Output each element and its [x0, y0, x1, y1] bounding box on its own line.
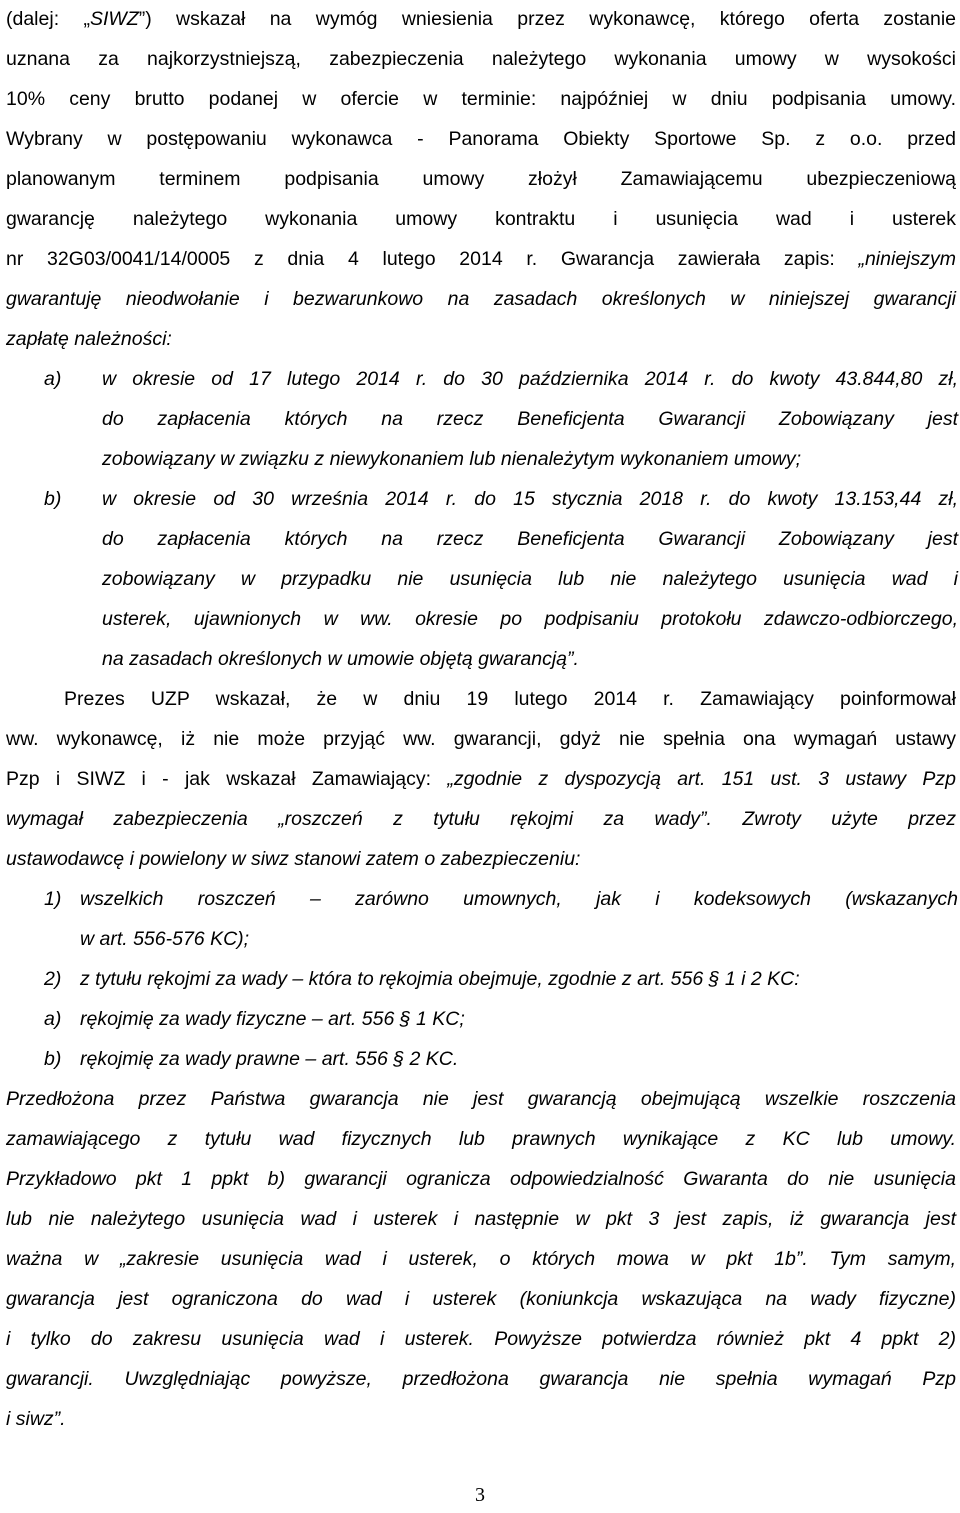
paragraph-2-line-2: ww. wykonawcę, iż nie może przyjąć ww. gwarancji, gdyż nie spełnia ona wymagań ustawy: [6, 728, 956, 750]
paragraph-3-line-4: lub nie należytego usunięcia wad i usterek i następnie w pkt 3 jest zapis, iż gwarancja jest: [6, 1208, 956, 1230]
list-item-a-line-2: do zapłacenia których na rzecz Beneficjenta Gwarancji Zobowiązany jest: [102, 408, 958, 430]
paragraph-3-line-6: gwarancja jest ograniczona do wad i usterek (koniunkcja wskazująca na wady fizyczne): [6, 1288, 956, 1310]
paragraph-3-line-9: i siwz”.: [6, 1408, 66, 1430]
text-line-7: nr 32G03/0041/14/0005 z dnia 4 lutego 2014 r. Gwarancja zawierała zapis: „niniejszym: [6, 248, 956, 270]
paragraph-2-line-4: wymagał zabezpieczenia „roszczeń z tytułu rękojmi za wady”. Zwroty użyte przez: [6, 808, 956, 830]
text-line-2: uznana za najkorzystniejszą, zabezpieczenia należytego wykonania umowy w wysokości: [6, 48, 956, 70]
numbered-item-2: [44, 959, 80, 999]
text-line-1: (dalej: „SIWZ”) wskazał na wymóg wniesienia przez wykonawcę, którego oferta zostanie: [6, 8, 956, 30]
paragraph-3-line-2: zamawiającego z tytułu wad fizycznych lub prawnych wynikające z KC lub umowy.: [6, 1128, 956, 1150]
list-marker: a): [44, 368, 62, 390]
numbered-item-1: [44, 879, 80, 919]
list-item-b-line-1: w okresie od 30 września 2014 r. do 15 stycznia 2018 r. do kwoty 13.153,44 zł,: [102, 488, 958, 510]
list-item-a: [44, 359, 80, 399]
paragraph-3-line-7: i tylko do zakresu usunięcia wad i usterek. Powyższe potwierdza również pkt 4 ppkt 2): [6, 1328, 956, 1350]
sub-item-a-text: rękojmię za wady fizyczne – art. 556 § 1 KC;: [80, 1008, 465, 1030]
list-marker: b): [44, 488, 62, 510]
paragraph-3-line-3: Przykładowo pkt 1 ppkt b) gwarancji ogranicza odpowiedzialność Gwaranta do nie usunięcia: [6, 1168, 956, 1190]
paragraph-3-line-5: ważna w „zakresie usunięcia wad i usterek, o których mowa w pkt 1b”. Tym samym,: [6, 1248, 956, 1270]
text-line-6: gwarancję należytego wykonania umowy kontraktu i usunięcia wad i usterek: [6, 208, 956, 230]
text-line-4: Wybrany w postępowaniu wykonawca - Panorama Obiekty Sportowe Sp. z o.o. przed: [6, 128, 956, 150]
quote-line-2: zapłatę należności:: [6, 328, 172, 350]
numbered-item-1-line-2: w art. 556-576 KC);: [80, 928, 250, 950]
list-item-b-line-5: na zasadach określonych w umowie objętą gwarancją”.: [102, 648, 579, 670]
quote-line-1: gwarantuję nieodwołanie i bezwarunkowo na zasadach określonych w niniejszej gwarancji: [6, 288, 956, 310]
list-item-b: [44, 479, 80, 519]
paragraph-2-line-5: ustawodawcę i powielony w siwz stanowi zatem o zabezpieczeniu:: [6, 848, 581, 870]
text-line-5: planowanym terminem podpisania umowy złożył Zamawiającemu ubezpieczeniową: [6, 168, 956, 190]
page-number: 3: [475, 1484, 485, 1506]
numbered-item-1-line-1: wszelkich roszczeń – zarówno umownych, jak i kodeksowych (wskazanych: [80, 888, 958, 910]
list-item-a-line-3: zobowiązany w związku z niewykonaniem lub nienależytym wykonaniem umowy;: [102, 448, 802, 470]
list-marker: 1): [44, 888, 62, 910]
list-item-b-line-2: do zapłacenia których na rzecz Beneficjenta Gwarancji Zobowiązany jest: [102, 528, 958, 550]
list-item-a-line-1: w okresie od 17 lutego 2014 r. do 30 października 2014 r. do kwoty 43.844,80 zł,: [102, 368, 958, 390]
text-line-3: 10% ceny brutto podanej w ofercie w terminie: najpóźniej w dniu podpisania umowy.: [6, 88, 956, 110]
numbered-item-2-line-1: z tytułu rękojmi za wady – która to rękojmia obejmuje, zgodnie z art. 556 § 1 i 2 KC:: [80, 968, 800, 990]
list-marker: 2): [44, 968, 62, 990]
list-marker: b): [44, 1048, 62, 1070]
list-item-b-line-3: zobowiązany w przypadku nie usunięcia lub nie należytego usunięcia wad i: [102, 568, 958, 590]
paragraph-3-line-1: Przedłożona przez Państwa gwarancja nie jest gwarancją obejmującą wszelkie roszczenia: [6, 1088, 956, 1110]
paragraph-2-line-1: Prezes UZP wskazał, że w dniu 19 lutego 2014 r. Zamawiający poinformował: [64, 688, 956, 710]
list-marker: a): [44, 1008, 62, 1030]
list-item-b-line-4: usterek, ujawnionych w ww. okresie po podpisaniu protokołu zdawczo-odbiorczego,: [102, 608, 958, 630]
sub-item-a: [44, 999, 80, 1039]
paragraph-3-line-8: gwarancji. Uwzględniając powyższe, przedłożona gwarancja nie spełnia wymagań Pzp: [6, 1368, 956, 1390]
paragraph-2-line-3: Pzp i SIWZ i - jak wskazał Zamawiający: „zgodnie z dyspozycją art. 151 ust. 3 ustawy Pzp: [6, 768, 956, 790]
sub-item-b-text: rękojmię za wady prawne – art. 556 § 2 KC.: [80, 1048, 459, 1070]
sub-item-b: [44, 1039, 80, 1079]
